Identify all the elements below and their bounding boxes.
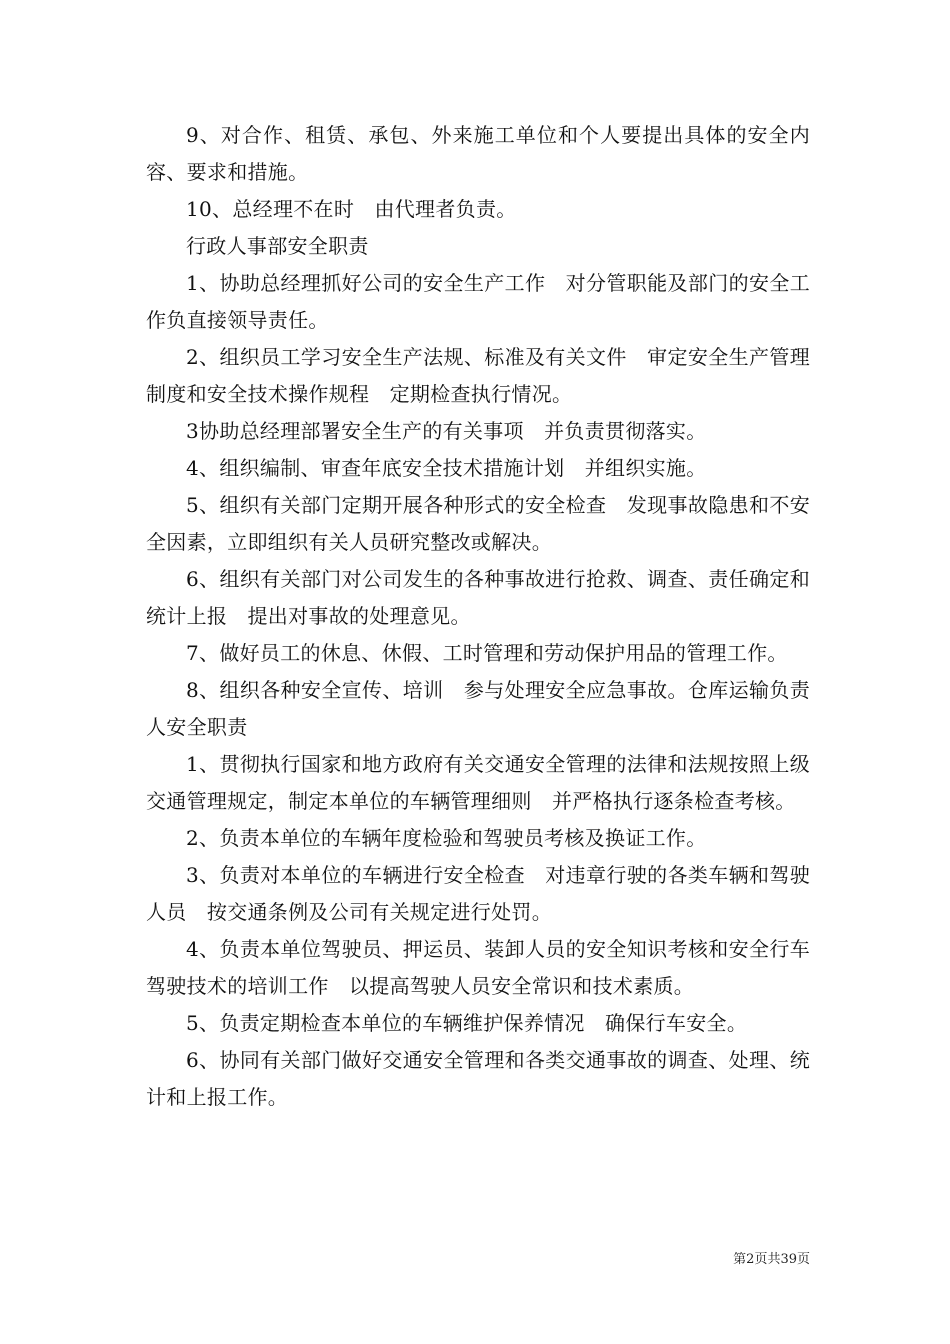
- paragraph-12: 1、贯彻执行国家和地方政府有关交通安全管理的法律和法规按照上级交通管理规定，制定本单位的车辆管理细则 并严格执行逐条检查考核。: [146, 752, 810, 813]
- paragraph-11: 8、组织各种安全宣传、培训 参与处理安全应急事故。仓库运输负责人安全职责: [146, 678, 810, 739]
- paragraph-6: 3协助总经理部署安全生产的有关事项 并负责贯彻落实。: [186, 419, 707, 443]
- paragraph-9: 6、组织有关部门对公司发生的各种事故进行抢救、调查、责任确定和统计上报 提出对事故的处理意见。: [146, 567, 810, 628]
- paragraph-10: 7、做好员工的休息、休假、工时管理和劳动保护用品的管理工作。: [186, 641, 788, 665]
- paragraph-1: 9、对合作、租赁、承包、外来施工单位和个人要提出具体的安全内容、要求和措施。: [146, 123, 810, 184]
- paragraph-5: 2、组织员工学习安全生产法规、标准及有关文件 审定安全生产管理制度和安全技术操作规程 定期检查执行情况。: [146, 345, 810, 406]
- paragraph-15: 4、负责本单位驾驶员、押运员、装卸人员的安全知识考核和安全行车驾驶技术的培训工作 以提高驾驶人员安全常识和技术素质。: [146, 937, 810, 998]
- paragraph-13: 2、负责本单位的车辆年度检验和驾驶员考核及换证工作。: [186, 826, 707, 850]
- page-number-footer: 第2页共39页: [733, 1252, 810, 1267]
- paragraph-16: 5、负责定期检查本单位的车辆维护保养情况 确保行车安全。: [186, 1011, 748, 1035]
- section-heading-admin-hr: 行政人事部安全职责: [186, 234, 369, 258]
- paragraph-7: 4、组织编制、审查年底安全技术措施计划 并组织实施。: [186, 456, 707, 480]
- paragraph-14: 3、负责对本单位的车辆进行安全检查 对违章行驶的各类车辆和驾驶人员 按交通条例及公司有关规定进行处罚。: [146, 863, 810, 924]
- document-body: [146, 117, 810, 1116]
- paragraph-17: 6、协同有关部门做好交通安全管理和各类交通事故的调查、处理、统计和上报工作。: [146, 1048, 810, 1109]
- paragraph-4: 1、协助总经理抓好公司的安全生产工作 对分管职能及部门的安全工作负直接领导责任。: [146, 271, 810, 332]
- paragraph-2: 10、总经理不在时 由代理者负责。: [186, 197, 517, 221]
- paragraph-8: 5、组织有关部门定期开展各种形式的安全检查 发现事故隐患和不安全因素，立即组织有关人员研究整改或解决。: [146, 493, 810, 554]
